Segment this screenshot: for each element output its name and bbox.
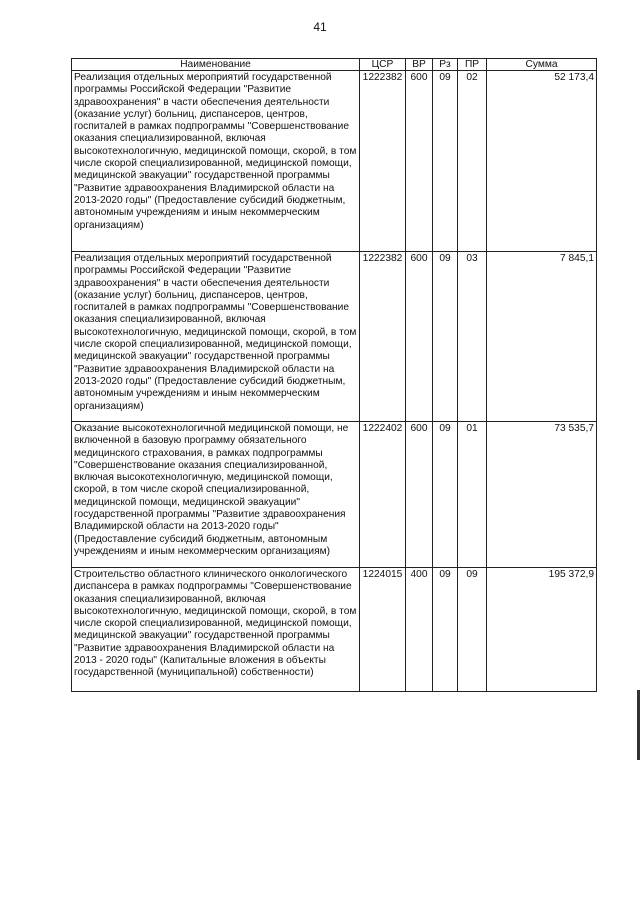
row-pr: 03 (458, 252, 487, 422)
header-pr: ПР (458, 59, 487, 71)
row-name: Реализация отдельных мероприятий государственной программы Российской Федерации "Развитие здравоохранения" в части обеспечения деятельности (оказание услуг) больниц, диспансеров, центров, госпиталей в рамках подпрограммы "Совершенствование оказания специализированной, включая высокотехнологичную, медицинской помощи, скорой, в том числе скорой специализированной, медицинской помощи, медицинской эвакуации" государственной программы "Развитие здравоохранения Владимирской области на 2013-2020 годы" (Предоставление субсидий бюджетным, автономным учреждениям и иным некоммерческим организациям) (72, 252, 360, 422)
table-header-row (72, 59, 597, 71)
row-pr: 02 (458, 71, 487, 252)
row-pr: 09 (458, 568, 487, 692)
row-csr: 1224015 (360, 568, 406, 692)
row-vr: 600 (406, 252, 433, 422)
row-sum: 73 535,7 (487, 422, 597, 568)
header-rz: Рз (433, 59, 458, 71)
row-name: Реализация отдельных мероприятий государственной программы Российской Федерации "Развитие здравоохранения" в части обеспечения деятельности (оказание услуг) больниц, диспансеров, центров, госпиталей в рамках подпрограммы "Совершенствование оказания специализированной, включая высокотехнологичную, медицинской помощи, скорой, в том числе скорой специализированной, медицинской помощи, медицинской эвакуации" государственной программы "Развитие здравоохранения Владимирской области на 2013-2020 годы" (Предоставление субсидий бюджетным, автономным учреждениям и иным некоммерческим организациям) (72, 71, 360, 252)
table-row (72, 568, 597, 692)
row-name: Оказание высокотехнологичной медицинской помощи, не включенной в базовую программу обязательного медицинского страхования, в рамках подпрограммы "Совершенствование оказания специализированной, включая высокотехнологичную, медицинской помощи, скорой, в том числе скорой специализированной, медицинской помощи, медицинской эвакуации" государственной программы "Развитие здравоохранения Владимирской области на 2013-2020 годы" (Предоставление субсидий бюджетным, автономным учреждениям и иным некоммерческим организациям) (72, 422, 360, 568)
page-number: 41 (313, 20, 327, 34)
header-vr: ВР (406, 59, 433, 71)
row-rz: 09 (433, 568, 458, 692)
row-csr: 1222382 (360, 71, 406, 252)
table-row (72, 422, 597, 568)
row-rz: 09 (433, 71, 458, 252)
row-sum: 7 845,1 (487, 252, 597, 422)
budget-table (71, 58, 597, 692)
header-name: Наименование (72, 59, 360, 71)
header-csr: ЦСР (360, 59, 406, 71)
row-vr: 600 (406, 422, 433, 568)
row-sum: 52 173,4 (487, 71, 597, 252)
header-sum: Сумма (487, 59, 597, 71)
row-pr: 01 (458, 422, 487, 568)
row-rz: 09 (433, 422, 458, 568)
row-rz: 09 (433, 252, 458, 422)
row-csr: 1222382 (360, 252, 406, 422)
table-row (72, 71, 597, 252)
row-csr: 1222402 (360, 422, 406, 568)
row-vr: 400 (406, 568, 433, 692)
row-sum: 195 372,9 (487, 568, 597, 692)
row-name: Строительство областного клинического онкологического диспансера в рамках подпрограммы "Совершенствование оказания специализированной, включая высокотехнологичную, медицинской помощи, скорой, в том числе скорой специализированной, медицинской помощи, медицинской эвакуации" государственной программы "Развитие здравоохранения Владимирской области на 2013 - 2020 годы" (Капитальные вложения в объекты государственной (муниципальной) собственности) (72, 568, 360, 692)
table-row (72, 252, 597, 422)
row-vr: 600 (406, 71, 433, 252)
